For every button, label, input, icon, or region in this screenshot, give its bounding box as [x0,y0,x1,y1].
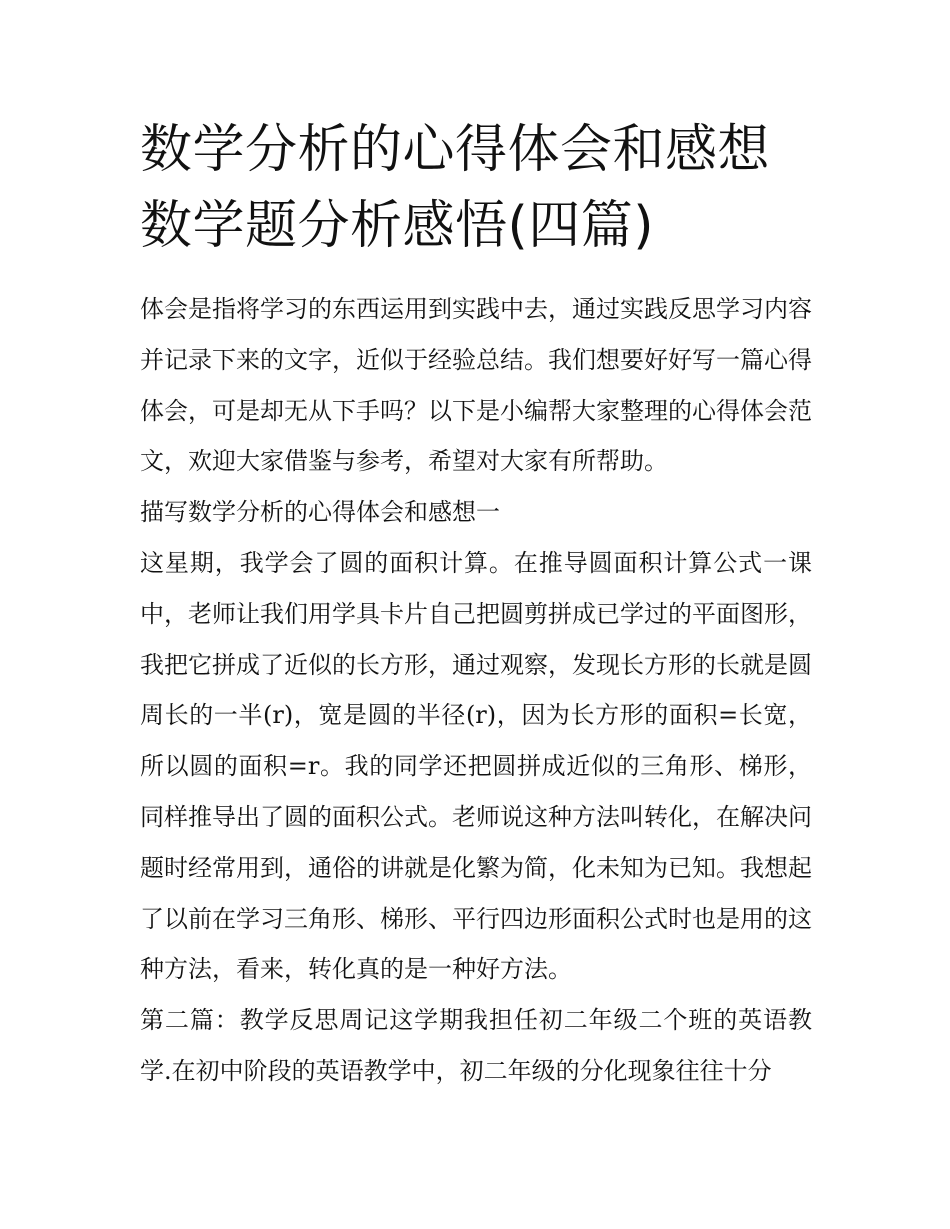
section-heading-1: 描写数学分析的心得体会和感想一 [140,498,500,527]
section-paragraph-2: 第二篇：教学反思周记这学期我担任初二年级二个班的英语教学.在初中阶段的英语教学中，初二年级的分化现象往往十分 [140,1006,812,1085]
document-title: 数学分析的心得体会和感想 数学题分析感悟(四篇) [140,120,771,256]
intro-paragraph: 体会是指将学习的东西运用到实践中去，通过实践反思学习内容并记录下来的文字，近似于经验总结。我们想要好好写一篇心得体会，可是却无从下手吗？以下是小编帮大家整理的心得体会范文，欢迎大家借鉴与参考，希望对大家有所帮助。 [140,295,812,476]
section-paragraph-1: 这星期，我学会了圆的面积计算。在推导圆面积计算公式一课中，老师让我们用学具卡片自己把圆剪拼成已学过的平面图形，我把它拼成了近似的长方形，通过观察，发现长方形的长就是圆周长的一半(r)，宽是圆的半径(r)，因为长方形的面积=长宽，所以圆的面积=r。我的同学还把圆拼成近似的三角形、梯形，同样推导出了圆的面积公式。老师说这种方法叫转化，在解决问题时经常用到，通俗的讲就是化繁为简，化未知为已知。我想起了以前在学习三角形、梯形、平行四边形面积公式时也是用的这种方法，看来，转化真的是一种好方法。 [140,548,812,984]
document-content [140,112,812,1097]
